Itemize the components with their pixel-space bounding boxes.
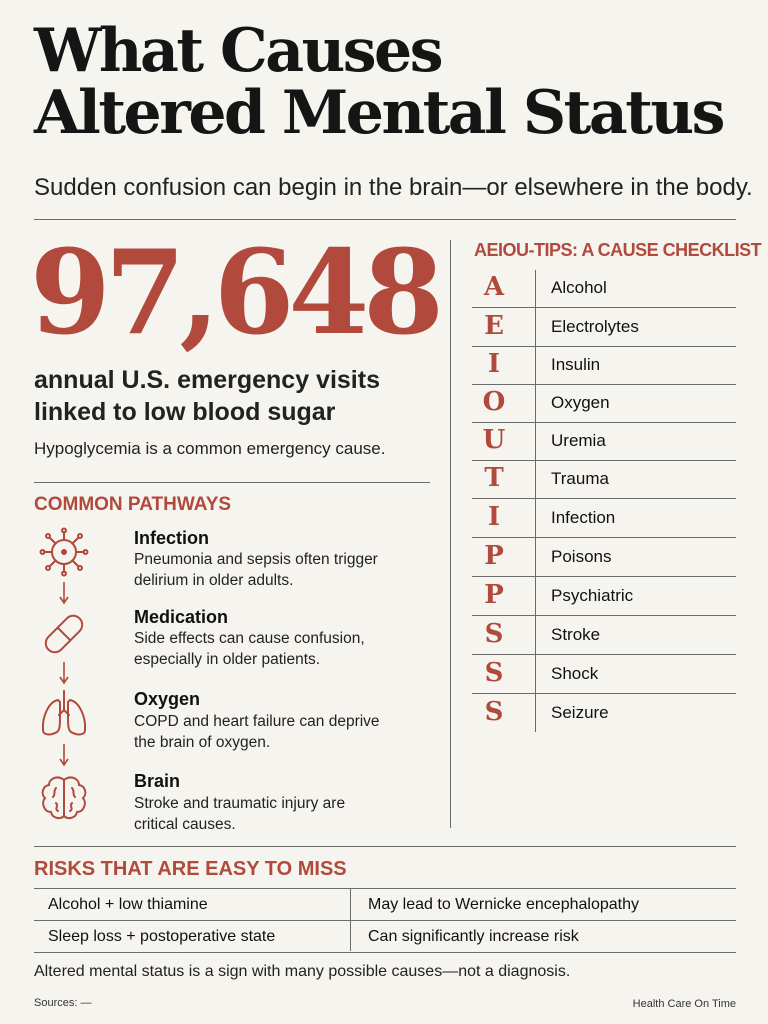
checklist-row [472, 421, 736, 461]
stat-divider [34, 482, 430, 483]
title-line-1: What Causes [34, 16, 441, 86]
checklist-row [472, 615, 736, 655]
checklist-letter: P [484, 580, 504, 610]
checklist-word: Insulin [551, 355, 601, 374]
checklist-word: Uremia [551, 431, 606, 450]
pathway-description-line: the brain of oxygen. [134, 734, 271, 751]
pathway-title: Infection [134, 528, 209, 548]
virus-icon [38, 526, 90, 578]
pathway-description [134, 793, 424, 835]
risks-heading: RISKS THAT ARE EASY TO MISS [34, 858, 347, 880]
checklist-row [472, 383, 736, 423]
arrow-down-icon [56, 580, 72, 606]
pathway-description-line: Pneumonia and sepsis often trigger [134, 551, 378, 568]
checklist-word: Electrolytes [551, 317, 639, 336]
checklist-row [472, 268, 736, 308]
arrow-down-icon [56, 742, 72, 768]
pathway-description [134, 711, 424, 753]
checklist-letter: E [484, 311, 504, 341]
pathway-title: Brain [134, 771, 181, 791]
checklist-row [472, 307, 736, 347]
checklist-word: Shock [551, 664, 599, 683]
checklist-letter: S [484, 619, 504, 649]
checklist-row [472, 459, 736, 499]
pathway-description [134, 628, 424, 670]
checklist-letter: O [482, 387, 506, 417]
checklist-word: Seizure [551, 703, 609, 722]
checklist-letter: U [482, 425, 506, 455]
risk-factor: Sleep loss + postoperative state [48, 928, 276, 945]
pathway-description-line: especially in older patients. [134, 651, 321, 668]
pathway-title: Oxygen [134, 689, 201, 709]
pathway-title: Medication [134, 607, 229, 627]
pathway-description-line: delirium in older adults. [134, 572, 294, 589]
brain-icon [38, 772, 90, 824]
checklist-letter: T [484, 463, 504, 493]
risks-divider [34, 846, 736, 847]
checklist-letter: A [483, 272, 505, 302]
title-line-2: Altered Mental Status [34, 78, 723, 148]
checklist-word: Oxygen [551, 393, 610, 412]
pathway-description-line: Stroke and traumatic injury are [134, 795, 346, 812]
checklist-letter: I [487, 502, 501, 532]
pathway-description [134, 549, 424, 591]
footer-note: Altered mental status is a sign with many possible causes—not a diagnosis. [34, 963, 571, 980]
checklist-word: Alcohol [551, 278, 607, 297]
stat-number: 97,648 [30, 225, 438, 361]
risk-row [34, 889, 736, 921]
pathways-heading: COMMON PATHWAYS [34, 494, 232, 515]
checklist-heading: AEIOU-TIPS: A CAUSE CHECKLIST [474, 240, 762, 260]
pathway-description-line: critical causes. [134, 816, 236, 833]
credit: Health Care On Time [632, 998, 736, 1010]
risk-effect: Can significantly increase risk [368, 928, 579, 945]
lungs-icon [38, 688, 90, 740]
stat-label-line-1: annual U.S. emergency visits [34, 366, 380, 394]
checklist-letter: S [484, 658, 504, 688]
arrow-down-icon [56, 660, 72, 686]
pathway-description-line: COPD and heart failure can deprive [134, 713, 380, 730]
stat-label [34, 364, 434, 428]
subtitle: Sudden confusion can begin in the brain—or elsewhere in the body. [34, 174, 753, 201]
pill-icon [38, 608, 90, 660]
page-title [34, 16, 754, 148]
risk-factor: Alcohol + low thiamine [48, 896, 208, 913]
checklist-word: Stroke [551, 625, 601, 644]
checklist-word: Trauma [551, 469, 609, 488]
checklist-row [472, 345, 736, 385]
pathway-description-line: Side effects can cause confusion, [134, 630, 365, 647]
checklist-row [472, 576, 736, 616]
column-divider [450, 240, 451, 828]
risk-row [34, 921, 736, 953]
checklist-letter: P [484, 541, 504, 571]
stat-note: Hypoglycemia is a common emergency cause. [34, 439, 386, 458]
checklist-letter: I [487, 349, 501, 379]
checklist-word: Poisons [551, 547, 612, 566]
checklist-row [472, 654, 736, 694]
checklist-letter: S [484, 697, 504, 727]
header-divider [34, 219, 736, 220]
checklist-row [472, 537, 736, 577]
sources: Sources: — [34, 997, 92, 1009]
risk-effect: May lead to Wernicke encephalopathy [368, 896, 639, 913]
checklist-row [472, 693, 736, 732]
checklist-word: Infection [551, 508, 616, 527]
stat-label-line-2: linked to low blood sugar [34, 398, 336, 426]
checklist-row [472, 498, 736, 538]
checklist-word: Psychiatric [551, 586, 634, 605]
